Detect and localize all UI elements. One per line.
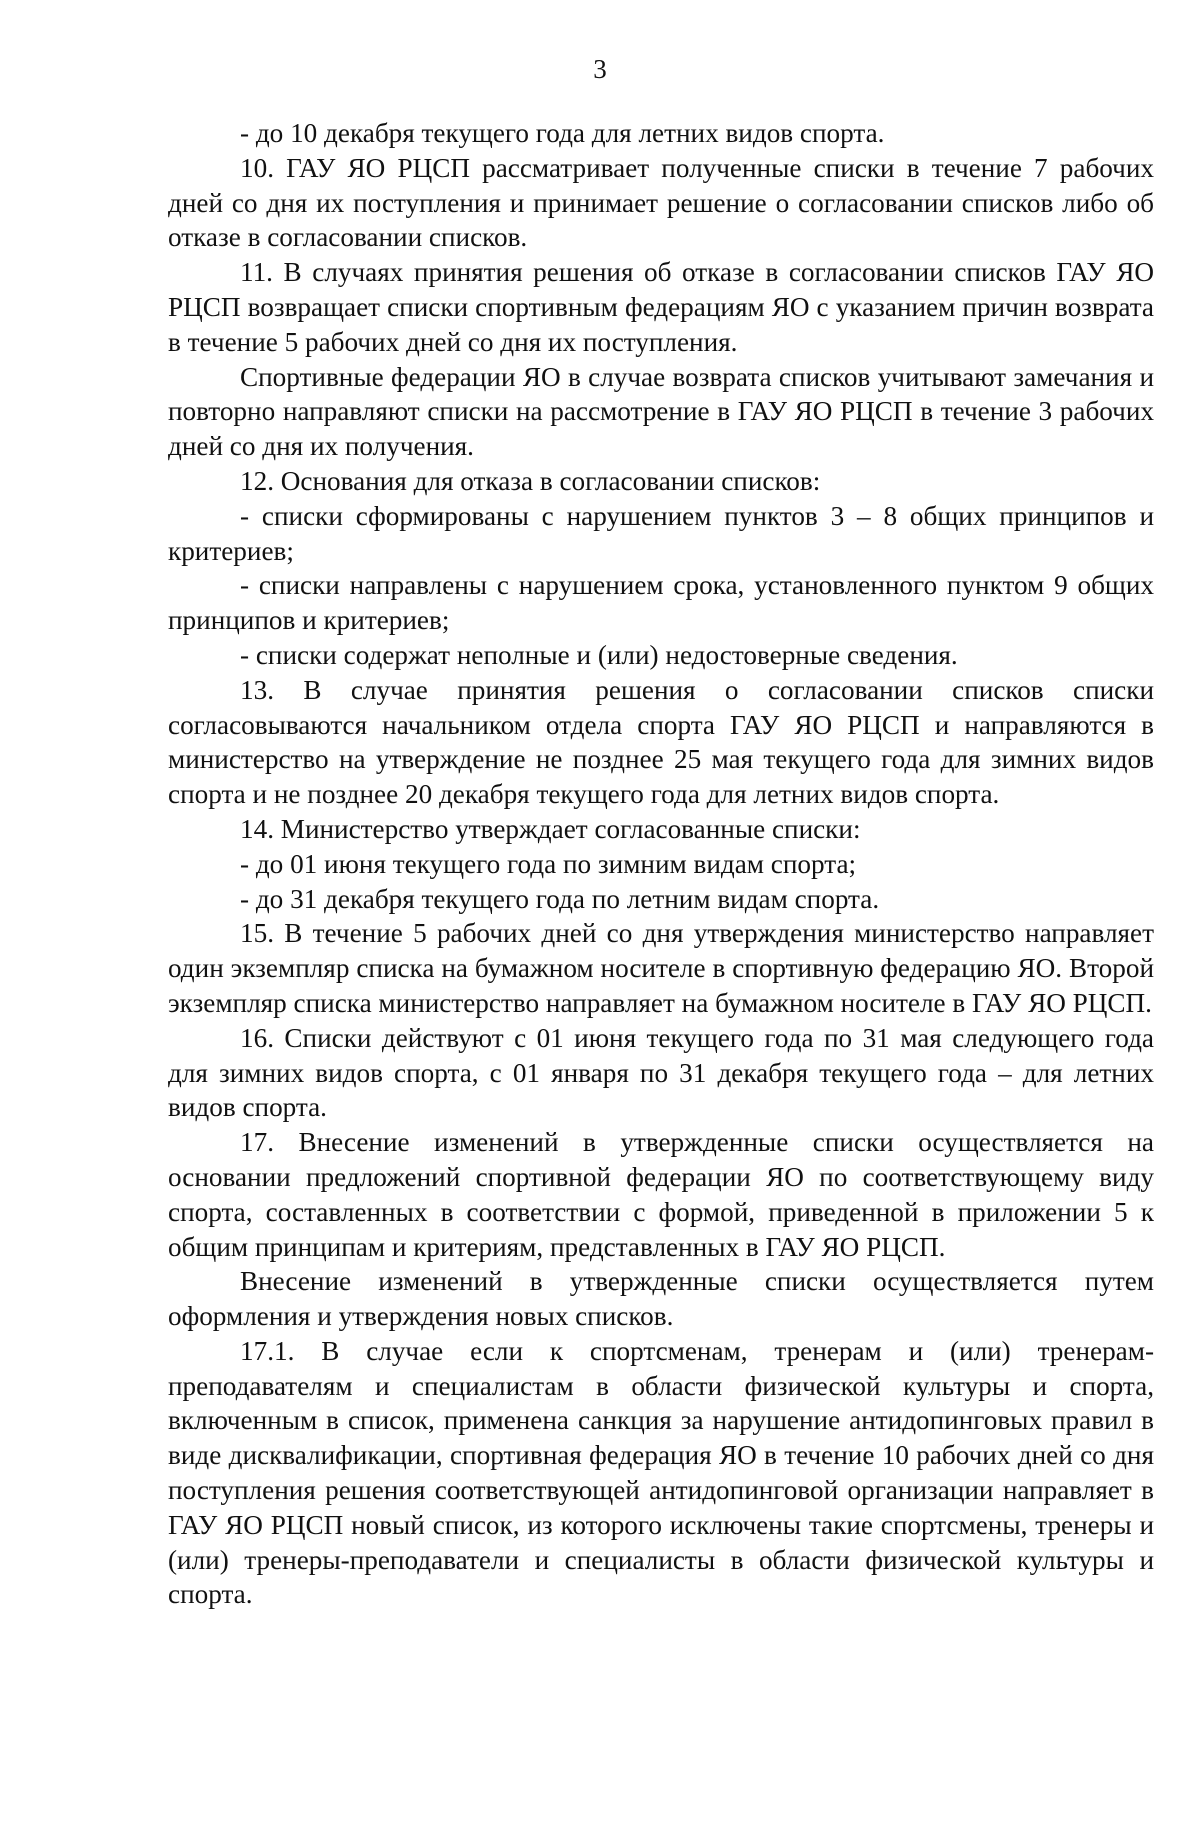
paragraph-item-17: 17. Внесение изменений в утвержденные списки осуществляется на основании предложений спортивной федерации ЯО по соответствующему виду спорта, составленных в соответствии с формой, приведенной в приложении 5 к общим принципам и критериям, представленных в ГАУ ЯО РЦСП. — [168, 1127, 1154, 1262]
paragraph-item-14-winter: - до 01 июня текущего года по зимним видам спорта; — [240, 848, 857, 879]
paragraph-item-17-1: 17.1. В случае если к спортсменам, тренерам и (или) тренерам-преподавателям и специалистам в области физической культуры и спорта, включенным в список, применена санкция за нарушение антидопинговых правил в виде дисквалификации, спортивная федерация ЯО в течение 10 рабочих дней со дня поступления решения соответствующей антидопинговой организации направляет в ГАУ ЯО РЦСП новый список, из которого исключены такие спортсмены, тренеры и (или) тренеры-преподаватели и специалисты в области физической культуры и спорта. — [168, 1335, 1154, 1610]
paragraph-item-10: 10. ГАУ ЯО РЦСП рассматривает полученные списки в течение 7 рабочих дней со дня их поступления и принимает решение о согласовании списков либо об отказе в согласовании списков. — [168, 152, 1154, 253]
paragraph-item-9-summer-deadline: - до 10 декабря текущего года для летних видов спорта. — [240, 118, 885, 148]
paragraph-item-12-reason-1: - списки сформированы с нарушением пунктов 3 – 8 общих принципов и критериев; — [168, 500, 1154, 566]
paragraph-item-12: 12. Основания для отказа в согласовании списков: — [240, 465, 821, 496]
paragraph-item-15: 15. В течение 5 рабочих дней со дня утверждения министерство направляет один экземпляр списка на бумажном носителе в спортивную федерацию ЯО. Второй экземпляр списка министерство направляет на бумажном носителе в ГАУ ЯО РЦСП. — [168, 918, 1154, 1018]
paragraph-item-17-new-lists: Внесение изменений в утвержденные списки осуществляется путем оформления и утверждения новых списков. — [168, 1266, 1154, 1332]
paragraph-item-12-reason-3: - списки содержат неполные и (или) недостоверные сведения. — [240, 639, 958, 670]
page-number: 3 — [593, 54, 607, 84]
paragraph-item-12-reason-2: - списки направлены с нарушением срока, установленного пунктом 9 общих принципов и критериев; — [168, 570, 1154, 636]
paragraph-item-11: 11. В случаях принятия решения об отказе в согласовании списков ГАУ ЯО РЦСП возвращает списки спортивным федерациям ЯО с указанием причин возврата в течение 5 рабочих дней со дня их поступления. — [168, 257, 1154, 357]
paragraph-item-16: 16. Списки действуют с 01 июня текущего года по 31 мая следующего года для зимних видов спорта, с 01 января по 31 декабря текущего года – для летних видов спорта. — [168, 1022, 1154, 1123]
paragraph-item-13: 13. В случае принятия решения о согласовании списков списки согласовываются начальником отдела спорта ГАУ ЯО РЦСП и направляются в министерство на утверждение не позднее 25 мая текущего года для зимних видов спорта и не позднее 20 декабря текущего года для летних видов спорта. — [168, 674, 1154, 810]
paragraph-item-11-federations: Спортивные федерации ЯО в случае возврата списков учитывают замечания и повторно направляют списки на рассмотрение в ГАУ ЯО РЦСП в течение 3 рабочих дней со дня их получения. — [168, 361, 1154, 462]
paragraph-item-14: 14. Министерство утверждает согласованные списки: — [240, 813, 861, 844]
paragraph-item-14-summer: - до 31 декабря текущего года по летним видам спорта. — [240, 883, 880, 914]
document-body — [168, 116, 1154, 1612]
